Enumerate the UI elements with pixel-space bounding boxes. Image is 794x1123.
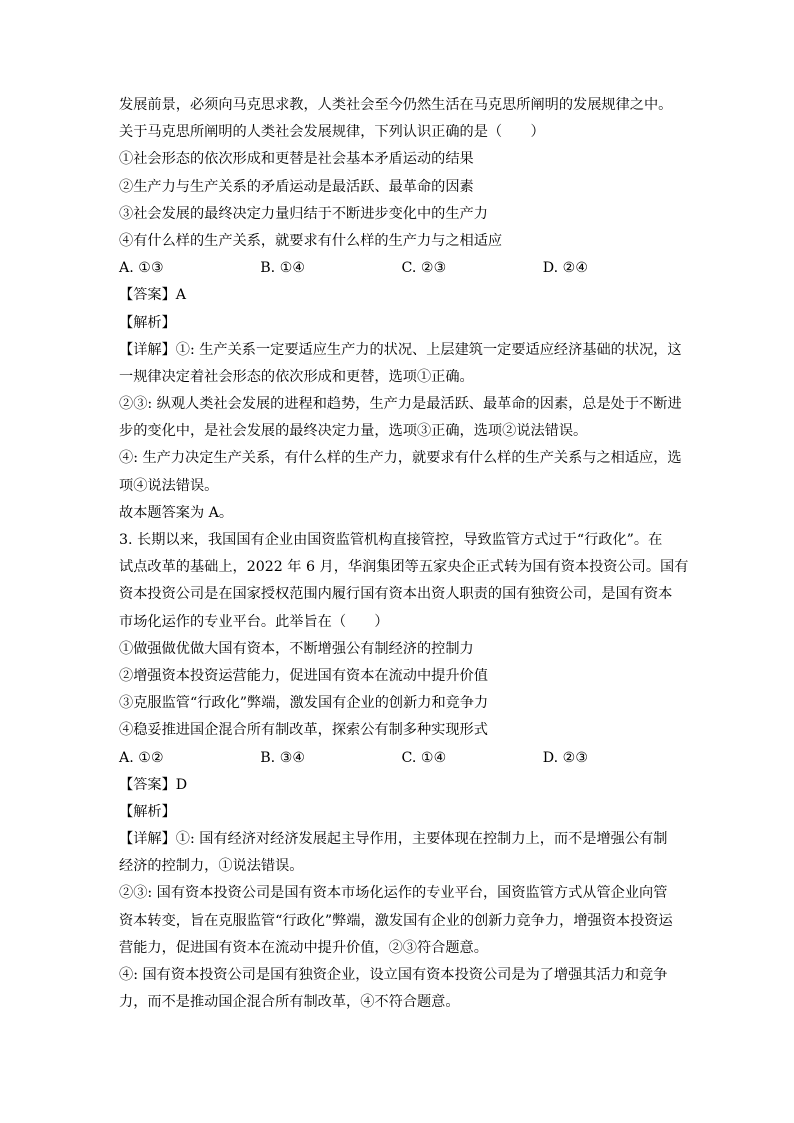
q3-stem-line: 试点改革的基础上，2022 年 6 月，华润集团等五家央企正式转为国有资本投资公司。国有 <box>119 559 689 576</box>
q2-conclusion: 故本题答案为 A。 <box>119 504 234 521</box>
q2-detail-line: 一规律决定着社会形态的依次形成和更替，选项①正确。 <box>119 368 474 385</box>
q3-option-a: A. ①② <box>119 749 164 766</box>
q3-statement: ③克服监管“行政化”弊端，激发国有企业的创新力和竞争力 <box>119 695 489 712</box>
q3-detail-text: ①: 国有经济对经济发展起主导作用，主要体现在控制力上，而不是增强公有制 <box>175 831 668 848</box>
q3-option-b: B. ③④ <box>260 749 306 766</box>
q3-statement: ②增强资本投资运营能力，促进国有资本在流动中提升价值 <box>119 667 488 684</box>
document-page <box>119 92 689 1016</box>
q2-option-a: A. ①③ <box>119 260 164 277</box>
q2-option-c: C. ②③ <box>401 260 447 277</box>
q3-option-d: D. ②③ <box>542 749 589 766</box>
q2-option-d: D. ②④ <box>542 260 589 277</box>
q3-options <box>119 745 684 772</box>
q3-detail-line: 力，而不是推动国企混合所有制改革，④不符合题意。 <box>119 994 460 1011</box>
q3-detail-line: 资本转变，旨在克服监管“行政化”弊端，激发国有企业的创新力竞争力，增强资本投资运 <box>119 912 673 929</box>
q2-statement: ①社会形态的依次形成和更替是社会基本矛盾运动的结果 <box>119 151 474 168</box>
q3-answer: 【答案】D <box>119 776 188 793</box>
q2-option-b: B. ①④ <box>260 260 306 277</box>
q2-detail-line <box>119 337 684 364</box>
q2-detail-line: 项④说法错误。 <box>119 477 219 494</box>
q3-stem-line: 资本投资公司是在国家授权范围内履行国有资本出资人职责的国有独资公司，是国有资本 <box>119 586 673 603</box>
q3-detail-line: ②③: 国有资本投资公司是国有资本市场化运作的专业平台，国资监管方式从管企业向管 <box>119 885 668 902</box>
q3-detail-line: 经济的控制力，①说法错误。 <box>119 858 304 875</box>
q3-detail-label: 【详解】 <box>119 831 176 848</box>
q3-analysis-label: 【解析】 <box>119 803 176 820</box>
q2-detail-line: 步的变化中，是社会发展的最终决定力量，选项③正确，选项②说法错误。 <box>119 423 588 440</box>
q2-stem-line: 发展前景，必须向马克思求教，人类社会至今仍然生活在马克思所阐明的发展规律之中。 <box>119 97 673 113</box>
q2-statement: ②生产力与生产关系的矛盾运动是最活跃、最革命的因素 <box>119 178 474 195</box>
q3-stem-line: 3. 长期以来，我国国有企业由国资监管机构直接管控，导致监管方式过于“行政化”。在 <box>119 532 663 548</box>
q2-stem-line: 关于马克思所阐明的人类社会发展规律，下列认识正确的是（ ） <box>119 124 545 141</box>
q3-option-c: C. ①④ <box>401 749 447 766</box>
q3-statement: ④稳妥推进国企混合所有制改革，探索公有制多种实现形式 <box>119 722 488 739</box>
q2-detail-text: ①: 生产关系一定要适应生产力的状况、上层建筑一定要适应经济基础的状况，这 <box>175 341 682 358</box>
q3-stem-line: 市场化运作的专业平台。此举旨在（ ） <box>119 613 389 630</box>
q2-analysis-label: 【解析】 <box>119 314 176 331</box>
q2-answer: 【答案】A <box>119 287 186 304</box>
q3-detail-line: ④: 国有资本投资公司是国有独资企业，设立国有资本投资公司是为了增强其活力和竞争 <box>119 967 668 983</box>
q2-detail-label: 【详解】 <box>119 341 176 358</box>
q3-detail-line <box>119 826 684 853</box>
q2-statement: ④有什么样的生产关系，就要求有什么样的生产力与之相适应 <box>119 232 503 249</box>
q2-detail-line: ②③: 纵观人类社会发展的进程和趋势，生产力是最活跃、最革命的因素，总是处于不断进 <box>119 396 682 413</box>
q2-options <box>119 255 684 282</box>
q2-detail-line: ④: 生产力决定生产关系，有什么样的生产力，就要求有什么样的生产关系与之相适应，选 <box>119 450 682 467</box>
q3-detail-line: 营能力，促进国有资本在流动中提升价值，②③符合题意。 <box>119 939 488 956</box>
q2-statement: ③社会发展的最终决定力量归结于不断进步变化中的生产力 <box>119 205 488 222</box>
q3-statement: ①做强做优做大国有资本，不断增强公有制经济的控制力 <box>119 640 474 657</box>
